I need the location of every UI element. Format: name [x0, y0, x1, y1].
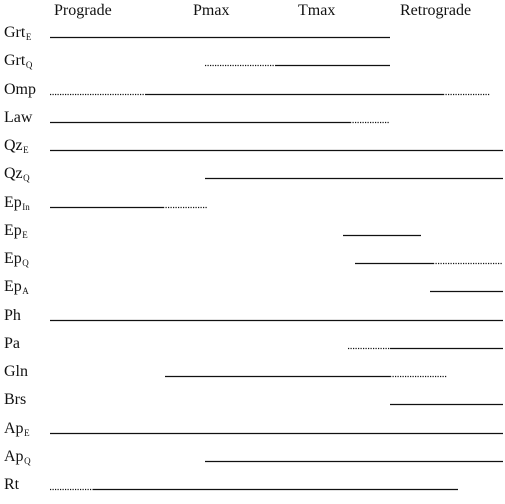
- mineral-subscript: E: [23, 144, 29, 155]
- mineral-name: Grt: [4, 51, 26, 69]
- mineral-subscript: Q: [25, 59, 33, 70]
- mineral-name: Ap: [4, 419, 24, 437]
- mineral-name: Qz: [4, 136, 23, 154]
- mineral-name: Law: [4, 108, 33, 126]
- mineral-name: Omp: [4, 80, 36, 98]
- mineral-name: Ph: [4, 306, 21, 324]
- header-pmax: Pmax: [193, 2, 230, 19]
- header-prograde: Prograde: [54, 2, 112, 19]
- header-tmax: Tmax: [298, 2, 336, 19]
- mineral-subscript: In: [22, 201, 30, 212]
- mineral-name: Rt: [4, 475, 20, 493]
- mineral-name: Ep: [4, 193, 22, 211]
- mineral-name: Ep: [4, 277, 22, 295]
- mineral-name: Brs: [4, 390, 27, 408]
- mineral-subscript: Q: [24, 455, 31, 466]
- mineral-subscript: A: [22, 285, 29, 296]
- mineral-name: Grt: [4, 23, 26, 41]
- mineral-subscript: E: [24, 427, 30, 438]
- mineral-name: Ep: [4, 249, 22, 267]
- mineral-name: Ap: [4, 447, 24, 465]
- mineral-name: Pa: [4, 334, 20, 352]
- mineral-name: Qz: [4, 164, 23, 182]
- mineral-subscript: E: [22, 229, 28, 240]
- mineral-name: Gln: [4, 362, 28, 380]
- mineral-subscript: E: [25, 31, 32, 42]
- mineral-subscript: Q: [23, 172, 30, 183]
- mineral-subscript: Q: [22, 257, 29, 268]
- header-retrograde: Retrograde: [400, 2, 472, 19]
- mineral-name: Ep: [4, 221, 22, 239]
